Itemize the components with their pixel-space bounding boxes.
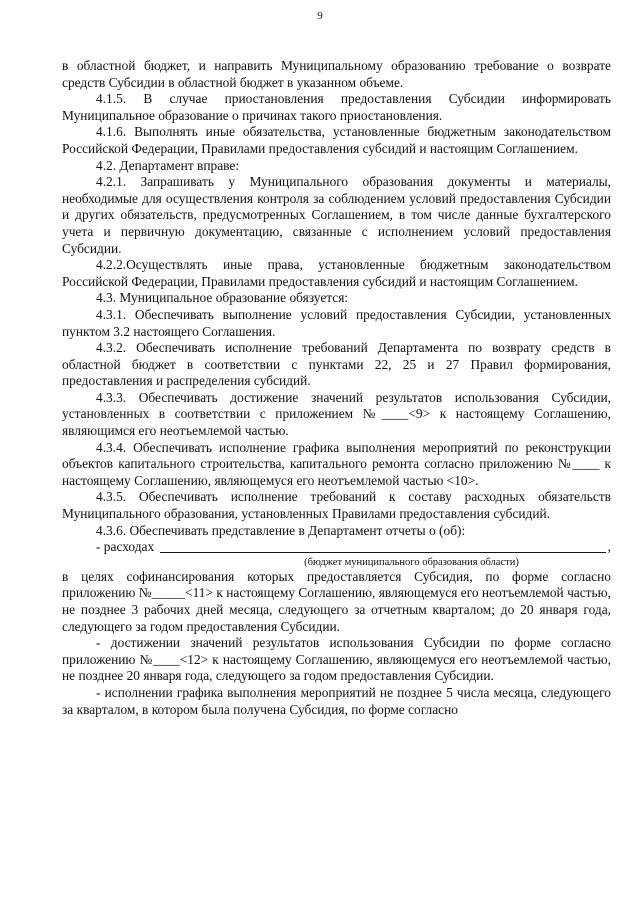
document-body — [62, 58, 611, 718]
paragraph-results-report: - достижении значений результатов использования Субсидии по форме согласно приложению №____<12> к настоящему Соглашению, являющемуся его неотъемлемой частью, не позднее 20 января года, следующего за годом предоставления Субсидии. — [62, 635, 611, 684]
blank-caption: (бюджет муниципального образования области) — [304, 556, 519, 568]
page-number: 9 — [317, 10, 323, 22]
paragraph-schedule-report: - исполнении графика выполнения мероприятий не позднее 5 числа месяца, следующего за кварталом, в котором была получена Субсидия, по форме согласно — [62, 684, 611, 717]
fill-in-line — [160, 540, 605, 553]
expenses-label: - расходах — [96, 539, 155, 555]
paragraph-4-3-4: 4.3.4. Обеспечивать исполнение графика выполнения мероприятий по реконструкции объектов капитального строительства, капитального ремонта согласно приложению №____ к настоящему Соглашению, являющемуся его неотъемлемой частью <10>. — [62, 439, 611, 488]
paragraph-4-3-6: 4.3.6. Обеспечивать представление в Департамент отчеты о (об): — [96, 522, 466, 538]
paragraph-4-3: 4.3. Муниципальное образование обязуется: — [96, 290, 349, 306]
paragraph-4-2-1: 4.2.1. Запрашивать у Муниципального образования документы и материалы, необходимые для осуществления контроля за соблюдением условий предоставления Субсидии и других обязательств, предусмотренных Соглашением, в том числе данные бухгалтерского учета и первичную документацию, связанные с исполнением условий предоставления Субсидии. — [62, 174, 611, 256]
paragraph-continuation: в областной бюджет, и направить Муниципальному образованию требование о возврате средств Субсидии в областной бюджет в указанном объеме. — [62, 58, 611, 90]
expenses-blank-row — [62, 539, 611, 556]
paragraph-4-2-2: 4.2.2.Осуществлять иные права, установленные бюджетным законодательством Российской Федерации, Правилами предоставления субсидий и настоящим Соглашением. — [62, 257, 611, 289]
paragraph-4-3-1: 4.3.1. Обеспечивать выполнение условий предоставления Субсидии, установленных пунктом 3.2 настоящего Соглашения. — [62, 306, 611, 339]
paragraph-4-3-5: 4.3.5. Обеспечивать исполнение требований к составу расходных обязательств Муниципального образования, установленных Правилами предоставления субсидий. — [62, 489, 611, 522]
expenses-comma: , — [607, 539, 611, 555]
paragraph-4-3-2: 4.3.2. Обеспечивать исполнение требований Департамента по возврату средств в областной бюджет в соответствии с пунктами 22, 25 и 27 Правил формирования, предоставления и распределения субсидий. — [62, 340, 611, 389]
paragraph-4-2: 4.2. Департамент вправе: — [96, 157, 240, 173]
paragraph-4-1-6: 4.1.6. Выполнять иные обязательства, установленные бюджетным законодательством Российской Федерации, Правилами предоставления субсидий и настоящим Соглашением. — [62, 124, 611, 156]
paragraph-4-1-5: 4.1.5. В случае приостановления предоставления Субсидии информировать Муниципальное образование о причинах такого приостановления. — [62, 91, 611, 123]
paragraph-4-3-3: 4.3.3. Обеспечивать достижение значений результатов использования Субсидии, установленных в соответствии с приложением №____<9> к настоящему Соглашению, являющимся его неотъемлемой частью. — [62, 389, 611, 439]
paragraph-expenses-text: в целях софинансирования которых предоставляется Субсидия, по форме согласно приложению №_____<11> к настоящему Соглашению, являющемуся его неотъемлемой частью, не позднее 3 рабочих дней месяца, следующего за отчетным кварталом; до 20 января года, следующего за годом предоставления Субсидии. — [62, 568, 611, 634]
